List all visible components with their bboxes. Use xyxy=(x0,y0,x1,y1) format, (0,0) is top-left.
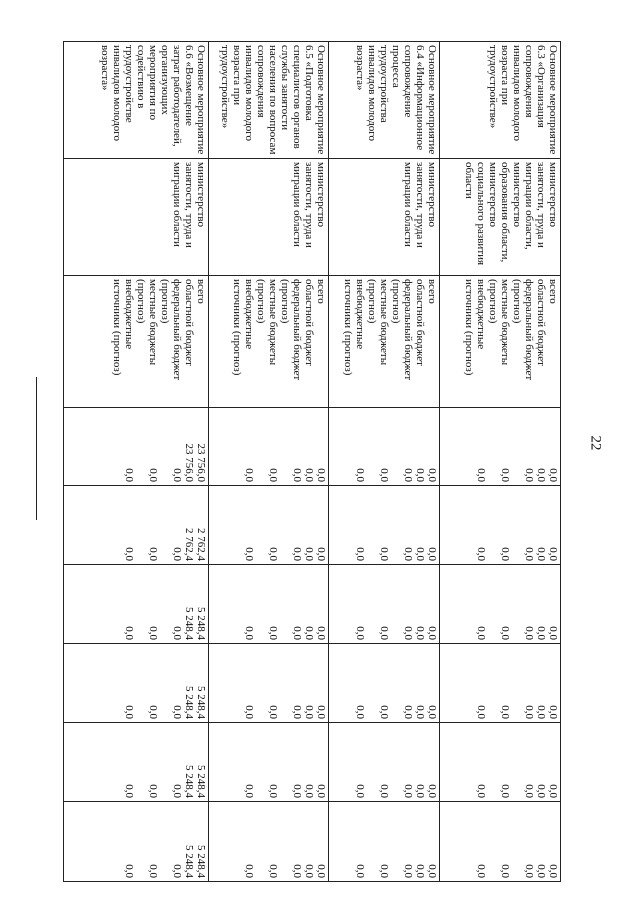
value-total: 0,0 xyxy=(547,864,559,878)
value-total: 0,0 xyxy=(547,547,559,561)
value-extra: 0,0 xyxy=(354,468,366,482)
source-label: областной бюджет xyxy=(183,279,195,366)
value-regional: 0,0 xyxy=(303,705,315,719)
source-label: внебюджетные источники (прогноз) xyxy=(231,279,255,376)
source-label: местные бюджеты (прогноз) xyxy=(255,279,279,366)
value-local: 0,0 xyxy=(147,705,159,719)
value-local: 0,0 xyxy=(378,784,390,798)
value-local: 0,0 xyxy=(499,626,511,640)
table-row xyxy=(329,42,440,882)
value-regional: 0,0 xyxy=(414,864,426,878)
table-row xyxy=(64,42,209,882)
value-total: 2 762,4 xyxy=(195,528,207,561)
value-extra: 0,0 xyxy=(475,547,487,561)
value-federal: 0,0 xyxy=(523,784,535,798)
source-label: федеральный бюджет (прогноз) xyxy=(390,279,414,381)
source-label: внебюджетные источники (прогноз) xyxy=(342,279,366,376)
value-regional: 0,0 xyxy=(535,864,547,878)
source-label: областной бюджет xyxy=(303,279,315,366)
year-values-cell xyxy=(64,723,209,802)
value-local: 0,0 xyxy=(378,864,390,878)
value-local: 0,0 xyxy=(499,468,511,482)
value-federal: 0,0 xyxy=(402,705,414,719)
value-total: 0,0 xyxy=(426,547,438,561)
year-values-cell xyxy=(329,565,440,644)
year-values-cell xyxy=(209,565,329,644)
year-values-cell xyxy=(329,486,440,565)
year-values-cell xyxy=(329,723,440,802)
table-row xyxy=(440,42,561,882)
value-extra: 0,0 xyxy=(475,468,487,482)
value-federal: 0,0 xyxy=(171,864,183,878)
source-label: федеральный бюджет (прогноз) xyxy=(159,279,183,381)
value-federal: 0,0 xyxy=(523,705,535,719)
value-local: 0,0 xyxy=(499,864,511,878)
value-regional: 0,0 xyxy=(414,705,426,719)
value-local: 0,0 xyxy=(378,705,390,719)
value-total: 0,0 xyxy=(315,864,327,878)
value-total: 0,0 xyxy=(426,626,438,640)
value-extra: 0,0 xyxy=(475,705,487,719)
executor-cell: министерство занятости, труда и миграции области xyxy=(64,159,209,276)
value-local: 0,0 xyxy=(147,547,159,561)
value-local: 0,0 xyxy=(378,468,390,482)
value-extra: 0,0 xyxy=(354,784,366,798)
year-values-cell xyxy=(209,723,329,802)
value-regional: 0,0 xyxy=(535,468,547,482)
margin-line xyxy=(36,377,37,520)
value-extra: 0,0 xyxy=(354,705,366,719)
value-total: 0,0 xyxy=(426,468,438,482)
value-total: 5 248,4 xyxy=(195,765,207,798)
sources-cell xyxy=(64,276,209,408)
year-values-cell xyxy=(64,408,209,486)
table-row xyxy=(209,42,329,882)
value-regional: 0,0 xyxy=(303,784,315,798)
value-federal: 0,0 xyxy=(291,864,303,878)
value-local: 0,0 xyxy=(267,468,279,482)
value-regional: 0,0 xyxy=(414,547,426,561)
value-total: 0,0 xyxy=(315,626,327,640)
source-label: всего xyxy=(315,279,327,304)
year-values-cell xyxy=(440,408,561,486)
value-local: 0,0 xyxy=(147,784,159,798)
value-regional: 0,0 xyxy=(303,468,315,482)
value-local: 0,0 xyxy=(267,626,279,640)
value-regional: 5 248,4 xyxy=(183,845,195,878)
value-extra: 0,0 xyxy=(123,784,135,798)
source-label: местные бюджеты (прогноз) xyxy=(135,279,159,366)
source-label: всего xyxy=(195,279,207,304)
value-federal: 0,0 xyxy=(523,547,535,561)
value-local: 0,0 xyxy=(147,468,159,482)
value-regional: 0,0 xyxy=(535,626,547,640)
executor-cell: министерство занятости, труда и миграции области xyxy=(329,159,440,276)
value-local: 0,0 xyxy=(499,784,511,798)
value-regional: 0,0 xyxy=(535,547,547,561)
value-local: 0,0 xyxy=(378,547,390,561)
value-federal: 0,0 xyxy=(171,626,183,640)
year-values-cell xyxy=(64,486,209,565)
value-local: 0,0 xyxy=(267,705,279,719)
year-values-cell xyxy=(209,802,329,882)
table-body xyxy=(64,42,561,882)
value-total: 23 756,0 xyxy=(195,443,207,482)
value-extra: 0,0 xyxy=(123,468,135,482)
value-extra: 0,0 xyxy=(475,784,487,798)
value-regional: 0,0 xyxy=(303,547,315,561)
value-total: 5 248,4 xyxy=(195,607,207,640)
value-total: 0,0 xyxy=(315,468,327,482)
value-extra: 0,0 xyxy=(123,626,135,640)
value-local: 0,0 xyxy=(499,547,511,561)
value-local: 0,0 xyxy=(378,626,390,640)
value-extra: 0,0 xyxy=(243,784,255,798)
value-regional: 5 248,4 xyxy=(183,765,195,798)
value-total: 0,0 xyxy=(547,468,559,482)
value-regional: 0,0 xyxy=(303,864,315,878)
sources-cell xyxy=(209,276,329,408)
value-total: 0,0 xyxy=(426,864,438,878)
year-values-cell xyxy=(440,486,561,565)
value-federal: 0,0 xyxy=(291,468,303,482)
rotated-page xyxy=(66,41,561,881)
year-values-cell xyxy=(209,408,329,486)
value-extra: 0,0 xyxy=(123,547,135,561)
value-regional: 0,0 xyxy=(535,705,547,719)
value-total: 0,0 xyxy=(315,705,327,719)
year-values-cell xyxy=(329,802,440,882)
value-local: 0,0 xyxy=(267,547,279,561)
year-values-cell xyxy=(440,644,561,723)
value-federal: 0,0 xyxy=(291,705,303,719)
year-values-cell xyxy=(209,644,329,723)
year-values-cell xyxy=(209,486,329,565)
value-regional: 0,0 xyxy=(414,468,426,482)
source-label: внебюджетные источники (прогноз) xyxy=(463,279,487,376)
event-cell: Основное мероприятие 6.4 «Информационное сопровождение процесса трудоустройства инвалидов молодого возраста» xyxy=(329,42,440,159)
value-federal: 0,0 xyxy=(291,784,303,798)
value-total: 5 248,4 xyxy=(195,845,207,878)
year-values-cell xyxy=(329,408,440,486)
year-values-cell xyxy=(64,802,209,882)
year-values-cell xyxy=(440,565,561,644)
value-extra: 0,0 xyxy=(475,864,487,878)
value-federal: 0,0 xyxy=(402,784,414,798)
value-extra: 0,0 xyxy=(475,626,487,640)
value-federal: 0,0 xyxy=(291,547,303,561)
value-total: 0,0 xyxy=(547,626,559,640)
value-local: 0,0 xyxy=(499,705,511,719)
value-extra: 0,0 xyxy=(243,547,255,561)
value-extra: 0,0 xyxy=(354,547,366,561)
value-federal: 0,0 xyxy=(171,705,183,719)
value-federal: 0,0 xyxy=(523,626,535,640)
value-total: 0,0 xyxy=(547,705,559,719)
value-total: 0,0 xyxy=(547,784,559,798)
value-extra: 0,0 xyxy=(243,864,255,878)
value-federal: 0,0 xyxy=(171,547,183,561)
value-local: 0,0 xyxy=(147,864,159,878)
source-label: внебюджетные источники (прогноз) xyxy=(111,279,135,376)
value-regional: 5 248,4 xyxy=(183,607,195,640)
value-extra: 0,0 xyxy=(123,705,135,719)
year-values-cell xyxy=(64,644,209,723)
value-total: 0,0 xyxy=(315,547,327,561)
value-federal: 0,0 xyxy=(291,626,303,640)
source-label: федеральный бюджет (прогноз) xyxy=(279,279,303,381)
value-extra: 0,0 xyxy=(123,864,135,878)
value-federal: 0,0 xyxy=(402,864,414,878)
value-federal: 0,0 xyxy=(402,547,414,561)
value-total: 5 248,4 xyxy=(195,686,207,719)
source-label: областной бюджет xyxy=(414,279,426,366)
value-local: 0,0 xyxy=(147,626,159,640)
value-local: 0,0 xyxy=(267,784,279,798)
value-federal: 0,0 xyxy=(523,468,535,482)
value-federal: 0,0 xyxy=(523,864,535,878)
value-extra: 0,0 xyxy=(243,705,255,719)
value-extra: 0,0 xyxy=(243,626,255,640)
year-values-cell xyxy=(329,644,440,723)
event-cell: Основное мероприятие 6.5 «Подготовка специалистов органов службы занятости населения по вопросам сопровождения инвалидов молодого возраста при трудоустройстве» xyxy=(209,42,329,159)
year-values-cell xyxy=(64,565,209,644)
event-cell: Основное мероприятие 6.3 «Организация сопровождения инвалидов молодого возраста при трудоустройстве» xyxy=(440,42,561,159)
value-federal: 0,0 xyxy=(171,784,183,798)
sources-cell xyxy=(440,276,561,408)
value-regional: 5 248,4 xyxy=(183,686,195,719)
source-label: всего xyxy=(426,279,438,304)
value-regional: 0,0 xyxy=(303,626,315,640)
value-federal: 0,0 xyxy=(402,468,414,482)
value-federal: 0,0 xyxy=(402,626,414,640)
value-regional: 0,0 xyxy=(414,626,426,640)
value-regional: 23 756,0 xyxy=(183,443,195,482)
value-total: 0,0 xyxy=(315,784,327,798)
source-label: областной бюджет xyxy=(535,279,547,366)
value-extra: 0,0 xyxy=(243,468,255,482)
year-values-cell xyxy=(440,802,561,882)
event-cell: Основное мероприятие 6.6 «Возмещение затрат работодателей, организующих мероприятия по содействию в трудоустройстве инвалидов молодого возраста» xyxy=(64,42,209,159)
page-number: 22 xyxy=(587,435,604,451)
value-extra: 0,0 xyxy=(354,626,366,640)
value-extra: 0,0 xyxy=(354,864,366,878)
value-total: 0,0 xyxy=(426,784,438,798)
value-local: 0,0 xyxy=(267,864,279,878)
executor-cell: министерство занятости, труда и миграции области xyxy=(209,159,329,276)
budget-table xyxy=(63,41,561,882)
source-label: всего xyxy=(547,279,559,304)
value-regional: 2 762,4 xyxy=(183,528,195,561)
sources-cell xyxy=(329,276,440,408)
year-values-cell xyxy=(440,723,561,802)
value-regional: 0,0 xyxy=(535,784,547,798)
value-regional: 0,0 xyxy=(414,784,426,798)
source-label: федеральный бюджет (прогноз) xyxy=(511,279,535,381)
source-label: местные бюджеты (прогноз) xyxy=(487,279,511,366)
value-total: 0,0 xyxy=(426,705,438,719)
executor-cell: министерство занятости, труда и миграции области, министерство образования области, министерство социального развития области xyxy=(440,159,561,276)
value-federal: 0,0 xyxy=(171,468,183,482)
source-label: местные бюджеты (прогноз) xyxy=(366,279,390,366)
